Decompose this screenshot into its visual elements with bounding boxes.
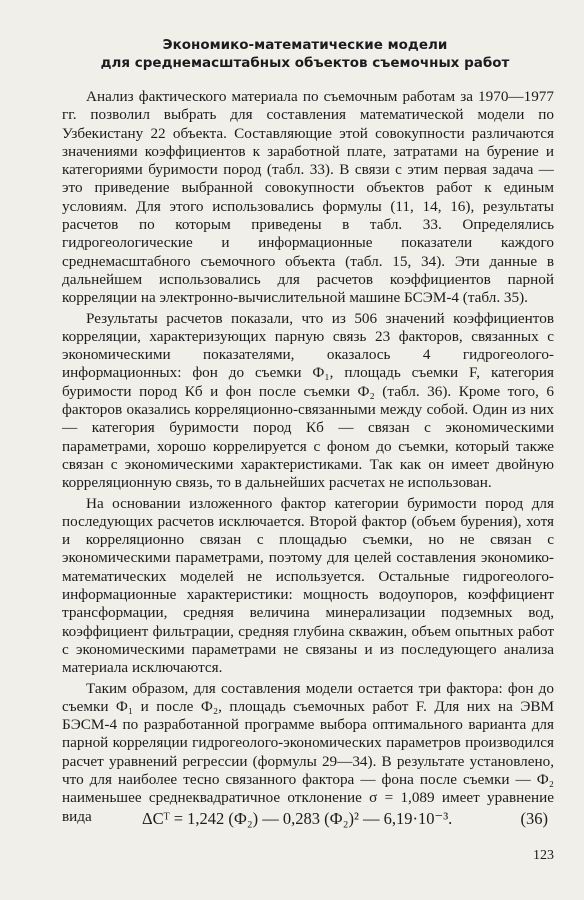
- section-title: [90, 36, 520, 72]
- paragraph-3: На основании изложенного фактор категории буримости пород для последующих расчетов исключается. Второй фактор (объем бурения), хотя и корреляционно связан с площадью съемки, но не связан с экономическими параметрами, поэтому для целей составления экономико-математических моделей не используется. Остальные гидрогеолого-информационные характеристики: мощность водоупоров, коэффициент трансформации, средняя величина минерализации подземных вод, коэффициент фильтрации, средняя глубина скважин, объем опытных работ с экономическими параметрами не связаны и из последующего анализа материала исключаются.: [62, 494, 554, 677]
- equation-formula: ΔCᵀ = 1,242 (Ф₂) — 0,283 (Ф₂)² — 6,19·10⁻³.: [142, 809, 453, 828]
- regression-equation: [62, 808, 554, 830]
- section-title-line-2: для среднемасштабных объектов съемочных работ: [100, 55, 510, 71]
- section-title-line-1: Экономико-математические модели: [162, 37, 448, 53]
- paragraph-4: Таким образом, для составления модели остается три фактора: фон до съемки Ф₁ и после Ф₂, площадь съемочных работ F. Для них на ЭВМ БЭСМ-4 по разработанной программе выбора оптимального варианта для парной корреляции гидрогеолого-экономических параметров производился расчет уравнений регрессии (формулы 29—34). В результате установлено, что для наиболее тесно связанного фактора — фона после съемки — Ф₂ наименьшее среднеквадратичное отклонение σ = 1,089 имеет уравнение вида: [62, 679, 554, 825]
- paragraph-1: Анализ фактического материала по съемочным работам за 1970—1977 гг. позволил выбрать для составления математической модели по Узбекистану 22 объекта. Составляющие этой совокупности различаются значениями коэффициентов к заработной плате, затратами на бурение и категориями буримости пород (табл. 33). В связи с этим первая задача — это приведение выбранной совокупности объектов работ к единым условиям. Для этого использовались формулы (11, 14, 16), результаты расчетов по которым приведены в табл. 33. Определялись гидрогеологические и информационные показатели каждого среднемасштабного съемочного объекта (табл. 15, 34). Эти данные в дальнейшем использовались для расчетов коэффициентов парной корреляции на электронно-вычислительной машине БСЭМ-4 (табл. 35).: [62, 88, 554, 307]
- page-number: 123: [533, 848, 554, 863]
- paragraph-2: Результаты расчетов показали, что из 506 значений коэффициентов корреляции, характеризующих парную связь 23 факторов, связанных с экономическими показателями, оказалось 4 гидрогеолого-информационных: фон до съемки Ф₁, площадь съемки F, категория буримости пород Кб и фон после съемки Ф₂ (табл. 36). Кроме того, 6 факторов оказались корреляционно-связанными между собой. Один из них — категория буримости пород Кб — связан с экономическими параметрами, хорошо коррелируется с фоном до съемки, который также связан с экономическими характеристиками. Так как он имеет двойную корреляционную связь, то в дальнейших расчетах не использован.: [62, 309, 554, 492]
- body-text: [62, 88, 554, 828]
- equation-number: (36): [520, 809, 548, 828]
